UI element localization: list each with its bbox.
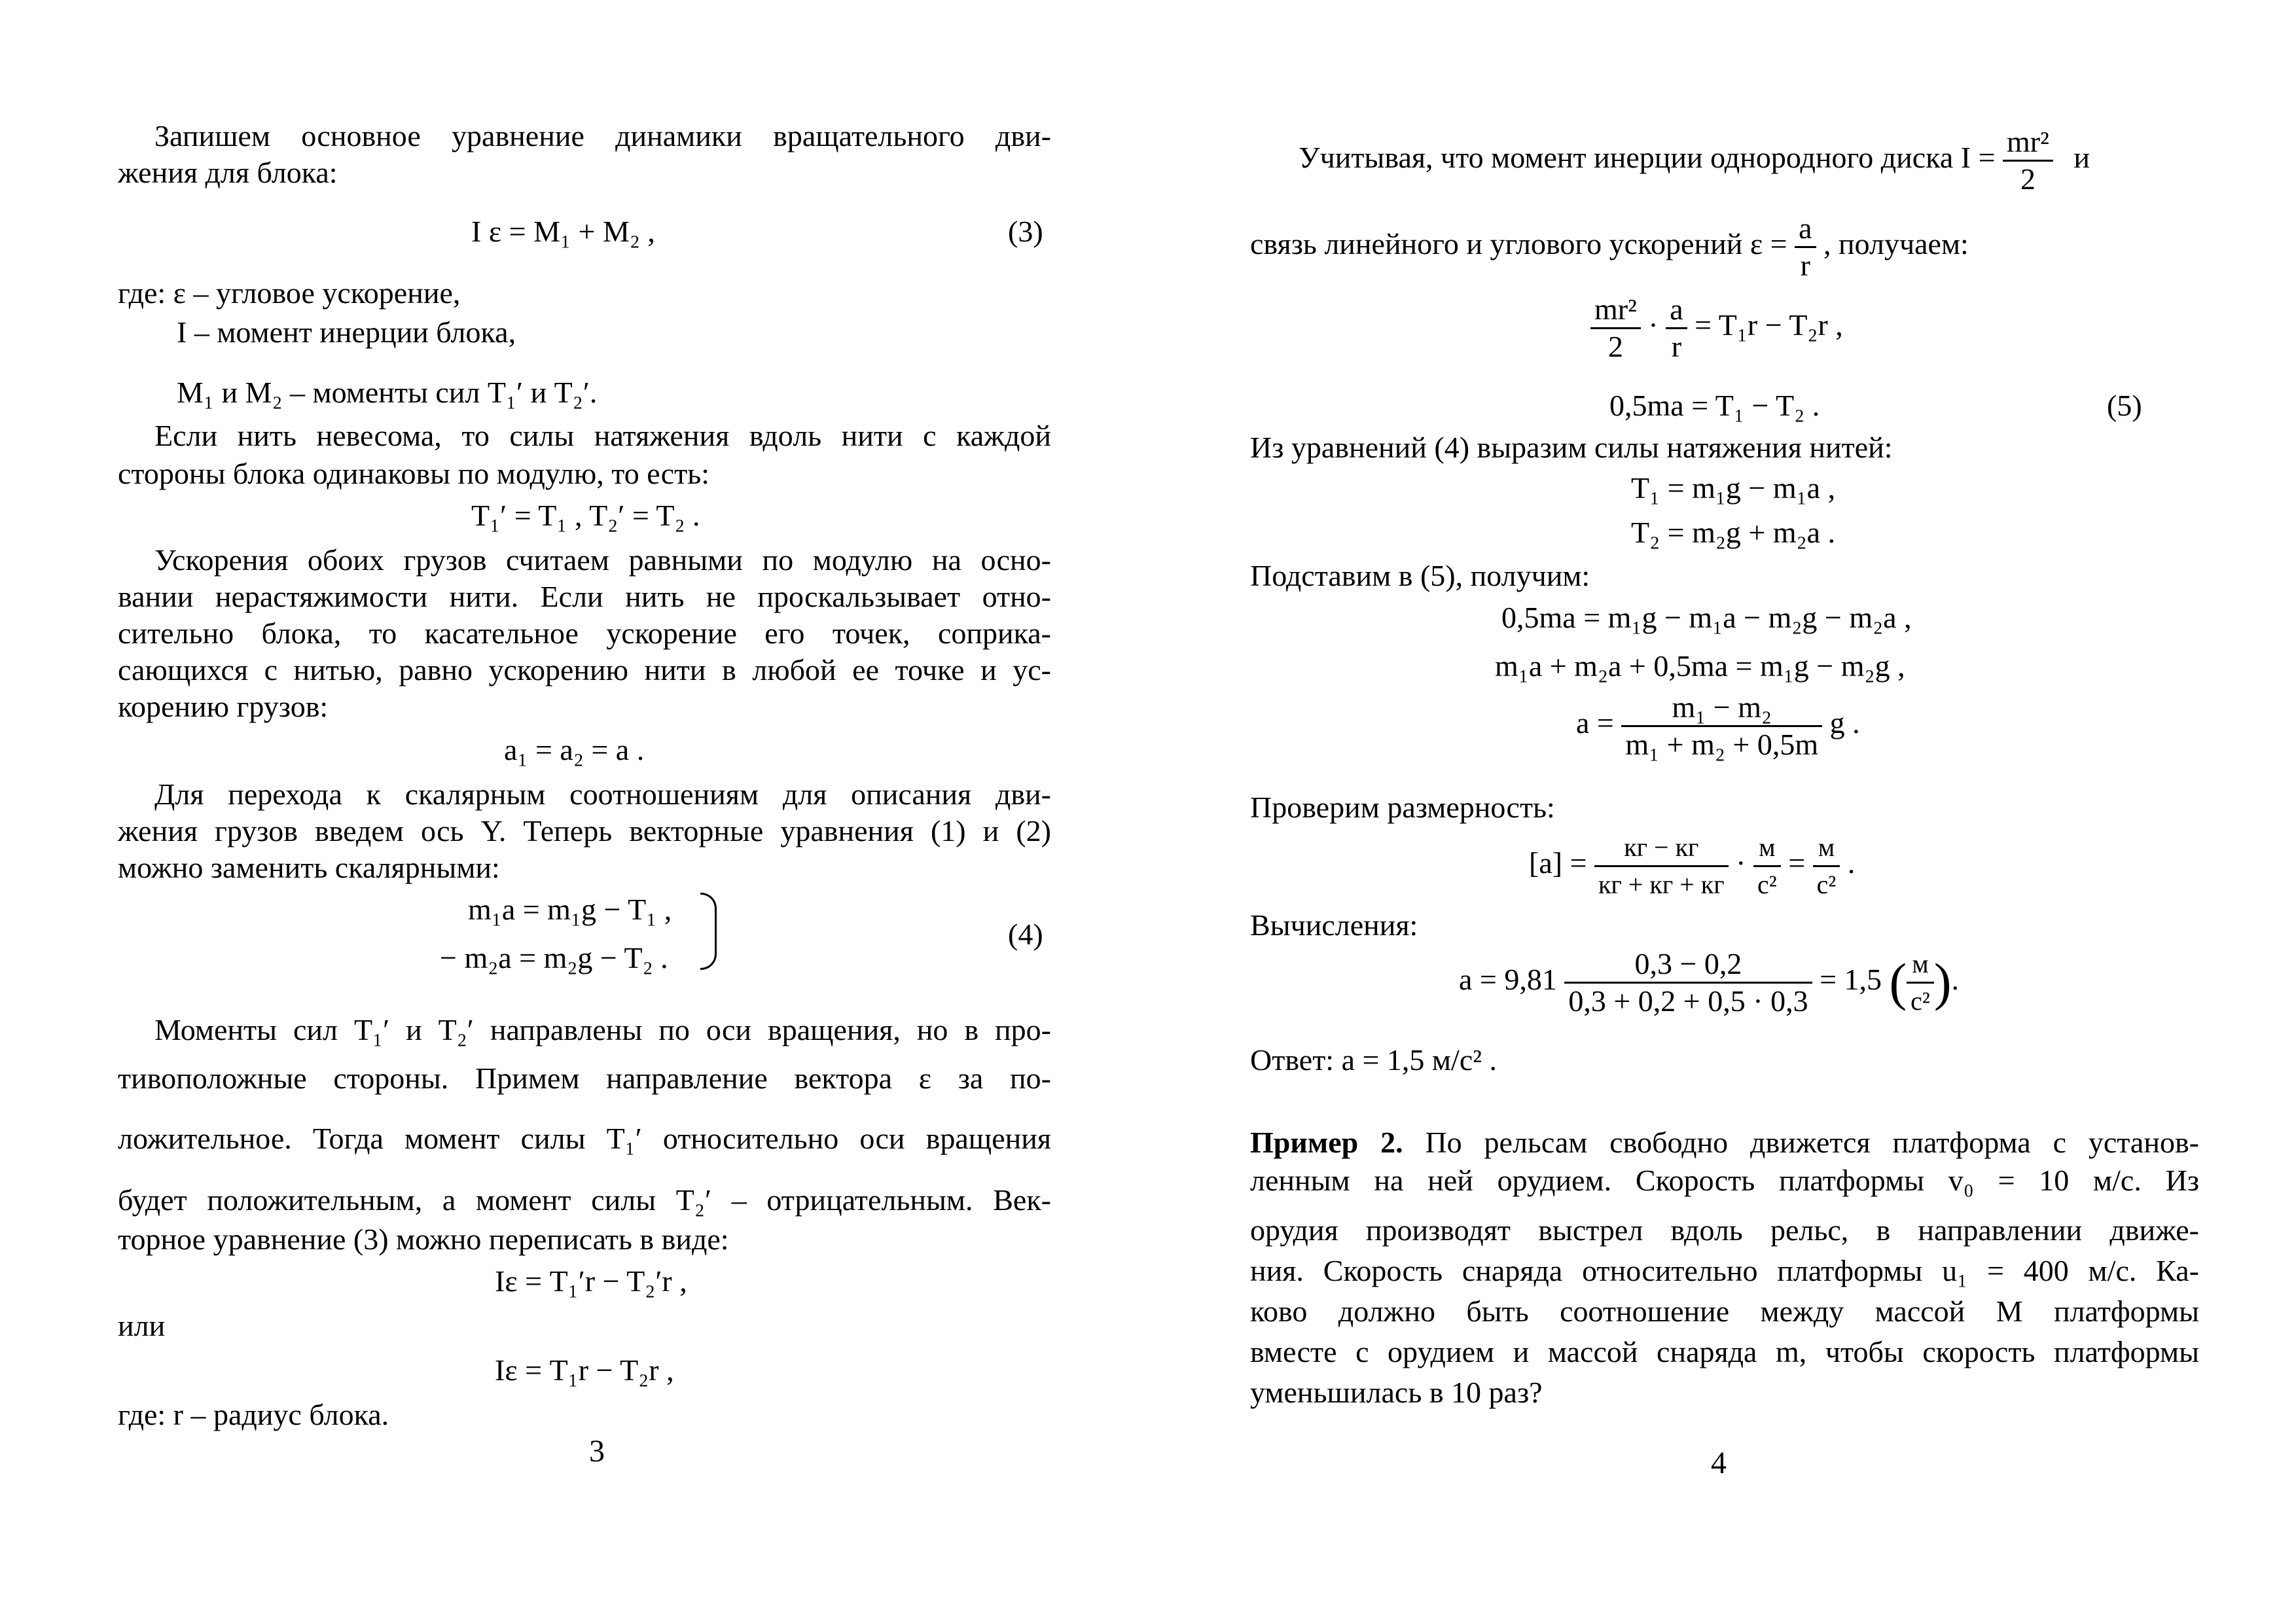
equation-label: (4) bbox=[1008, 918, 1043, 951]
fraction bbox=[1590, 292, 1641, 365]
right-paren: ) bbox=[1933, 954, 1952, 1012]
equation: m₁a = m₁g − T₁ , bbox=[468, 893, 672, 926]
fraction-numerator: m₁ − m₂ bbox=[1672, 690, 1772, 724]
page-number: 3 bbox=[589, 1434, 605, 1469]
text-fragment: a = 9,81 bbox=[1459, 963, 1557, 997]
text-fragment: и bbox=[2073, 141, 2090, 175]
text-fragment: Учитывая, что момент инерции однородного диска I = bbox=[1299, 141, 1996, 175]
text-line: Подставим в (5), получим: bbox=[1250, 559, 1590, 592]
fraction-denominator: с² bbox=[1813, 865, 1840, 902]
fraction-denominator: 2 bbox=[1590, 327, 1641, 365]
page-number: 4 bbox=[1711, 1446, 1727, 1480]
fraction bbox=[1753, 830, 1781, 902]
fraction-denominator: m₁ + m₂ + 0,5m bbox=[1621, 725, 1822, 762]
text-line: Если нить невесома, то силы натяжения вдоль нити с каждой bbox=[154, 419, 1051, 452]
fraction-denominator: с² bbox=[1907, 982, 1934, 1019]
equation bbox=[1529, 830, 1855, 902]
equation bbox=[1576, 690, 1860, 762]
fraction bbox=[1813, 830, 1840, 902]
equals-sign: = bbox=[1788, 846, 1806, 880]
equation-5b: 0,5ma = T₁ − T₂ . bbox=[1609, 389, 1820, 422]
dot-operator: · bbox=[1648, 308, 1659, 342]
right-page bbox=[1148, 0, 2296, 1623]
fraction-numerator: 0,3 − 0,2 bbox=[1634, 947, 1742, 980]
text-fragment: g . bbox=[1829, 706, 1860, 740]
equation: Iε = T₁′r − T₂′r , bbox=[495, 1264, 687, 1298]
text-line: ленным на ней орудием. Скорость платформы v₀ = 10 м/с. Из bbox=[1250, 1164, 2199, 1197]
text-line: уменьшилась в 10 раз? bbox=[1250, 1376, 1543, 1409]
text-fragment: , получаем: bbox=[1823, 227, 1969, 261]
period: . bbox=[1847, 846, 1856, 880]
equation: m₁a + m₂a + 0,5ma = m₁g − m₂g , bbox=[1495, 649, 1905, 683]
equation: 0,5ma = m₁g − m₁a − m₂g − m₂a , bbox=[1501, 601, 1912, 634]
text-line: M₁ и M₂ – моменты сил T₁′ и T₂′. bbox=[177, 376, 598, 409]
text-line: торное уравнение (3) можно переписать в виде: bbox=[118, 1222, 729, 1256]
fraction-denominator: r bbox=[1666, 327, 1687, 365]
text-line: ния. Скорость снаряда относительно платформы u₁ = 400 м/с. Ка- bbox=[1250, 1254, 2199, 1287]
fraction-denominator: r bbox=[1795, 246, 1816, 283]
text-line: сительно блока, то касательное ускорение его точек, соприка- bbox=[118, 616, 1051, 650]
text-line: жения для блока: bbox=[118, 156, 338, 189]
fraction-numerator: м bbox=[1818, 832, 1835, 862]
text-line: Моменты сил T₁′ и T₂′ направлены по оси вращения, но в про- bbox=[154, 1013, 1051, 1046]
text-line: Ускорения обоих грузов считаем равными по модулю на осно- bbox=[154, 543, 1051, 577]
fraction bbox=[1564, 946, 1812, 1019]
text-line: Для перехода к скалярным соотношениям для описания дви- bbox=[154, 777, 1051, 811]
fraction-denominator: кг + кг + кг bbox=[1594, 865, 1729, 902]
fraction-denominator: 0,3 + 0,2 + 0,5 · 0,3 bbox=[1564, 982, 1812, 1019]
answer: Ответ: a = 1,5 м/с² . bbox=[1250, 1043, 1498, 1077]
fraction-numerator: mr² bbox=[1594, 293, 1637, 326]
text-line: вместе с орудием и массой снаряда m, чтобы скорость платформы bbox=[1250, 1335, 2199, 1368]
fraction bbox=[1621, 690, 1822, 762]
text-line: Запишем основное уравнение динамики вращательного дви- bbox=[154, 119, 1051, 152]
text-line: I – момент инерции блока, bbox=[177, 315, 516, 349]
equation: T₁′ = T₁ , T₂′ = T₂ . bbox=[471, 499, 700, 532]
example-first-line bbox=[1250, 1124, 2199, 1161]
fraction-numerator: м bbox=[1759, 832, 1776, 862]
fraction-numerator: м bbox=[1912, 949, 1929, 978]
dot-operator: · bbox=[1736, 846, 1746, 880]
equation-3: I ε = M₁ + M₂ , bbox=[471, 215, 655, 248]
text-fragment: [a] = bbox=[1529, 846, 1587, 880]
text-fragment: = T₁r − T₂r , bbox=[1695, 308, 1843, 342]
text-line: стороны блока одинаковы по модулю, то есть: bbox=[118, 457, 710, 490]
text-line: Вычисления: bbox=[1250, 908, 1418, 942]
period: . bbox=[1951, 963, 1960, 997]
text-line: где: r – радиус блока. bbox=[118, 1398, 389, 1431]
system-brace bbox=[700, 893, 717, 970]
text-line: Из уравнений (4) выразим силы натяжения нитей: bbox=[1250, 431, 1893, 464]
text-fragment: = 1,5 bbox=[1820, 963, 1882, 997]
text-fragment: связь линейного и углового ускорений ε = bbox=[1250, 227, 1787, 261]
text-line bbox=[1250, 211, 1969, 283]
fraction bbox=[1907, 946, 1934, 1019]
text-line: Проверим размерность: bbox=[1250, 791, 1555, 824]
text-line: корению грузов: bbox=[118, 690, 329, 723]
fraction bbox=[1594, 830, 1729, 902]
equation: a₁ = a₂ = a . bbox=[504, 733, 645, 766]
text-line bbox=[1299, 124, 2090, 197]
text-fragment: По рельсам свободно движется платформа с установ- bbox=[1425, 1126, 2200, 1159]
text-line: сающихся с нитью, равно ускорению нити в любой ее точке и ус- bbox=[118, 653, 1051, 687]
fraction-denominator: 2 bbox=[2003, 160, 2053, 197]
text-line: жения грузов введем ось Y. Теперь векторные уравнения (1) и (2) bbox=[118, 814, 1051, 847]
fraction-numerator: кг − кг bbox=[1624, 832, 1699, 862]
text-line: орудия производят выстрел вдоль рельс, в направлении движе- bbox=[1250, 1213, 2199, 1247]
equation-label: (5) bbox=[2107, 389, 2142, 422]
equation-5a bbox=[1590, 292, 1843, 365]
text-line: тивоположные стороны. Примем направление вектора ε за по- bbox=[118, 1061, 1051, 1095]
text-line: или bbox=[118, 1309, 166, 1342]
fraction bbox=[1666, 292, 1687, 365]
example-title: Пример 2. bbox=[1250, 1126, 1403, 1159]
text-line: вании нерастяжимости нити. Если нить не проскальзывает отно- bbox=[118, 580, 1051, 613]
fraction-numerator: a bbox=[1670, 293, 1683, 326]
equation bbox=[1459, 946, 1959, 1019]
fraction-numerator: a bbox=[1799, 211, 1812, 245]
text-line: можно заменить скалярными: bbox=[118, 851, 500, 884]
equation: Iε = T₁r − T₂r , bbox=[495, 1353, 674, 1387]
equation: T₂ = m₂g + m₂a . bbox=[1631, 516, 1836, 549]
text-fragment: a = bbox=[1576, 706, 1614, 740]
equation-label: (3) bbox=[1008, 215, 1043, 248]
left-paren: ( bbox=[1889, 954, 1907, 1012]
equation: T₁ = m₁g − m₁a , bbox=[1631, 471, 1836, 505]
text-line: где: ε – угловое ускорение, bbox=[118, 276, 461, 310]
fraction bbox=[2003, 124, 2053, 197]
equation: − m₂a = m₂g − T₂ . bbox=[440, 941, 668, 974]
text-line: будет положительным, а момент силы T₂′ – отрицательным. Век- bbox=[118, 1183, 1051, 1217]
fraction bbox=[1795, 211, 1816, 283]
fraction-numerator: mr² bbox=[2007, 125, 2049, 158]
text-line: ложительное. Тогда момент силы T₁′ относительно оси вращения bbox=[118, 1122, 1051, 1155]
text-line: ково должно быть соотношение между массой М платформы bbox=[1250, 1294, 2199, 1328]
fraction-denominator: с² bbox=[1753, 865, 1781, 902]
